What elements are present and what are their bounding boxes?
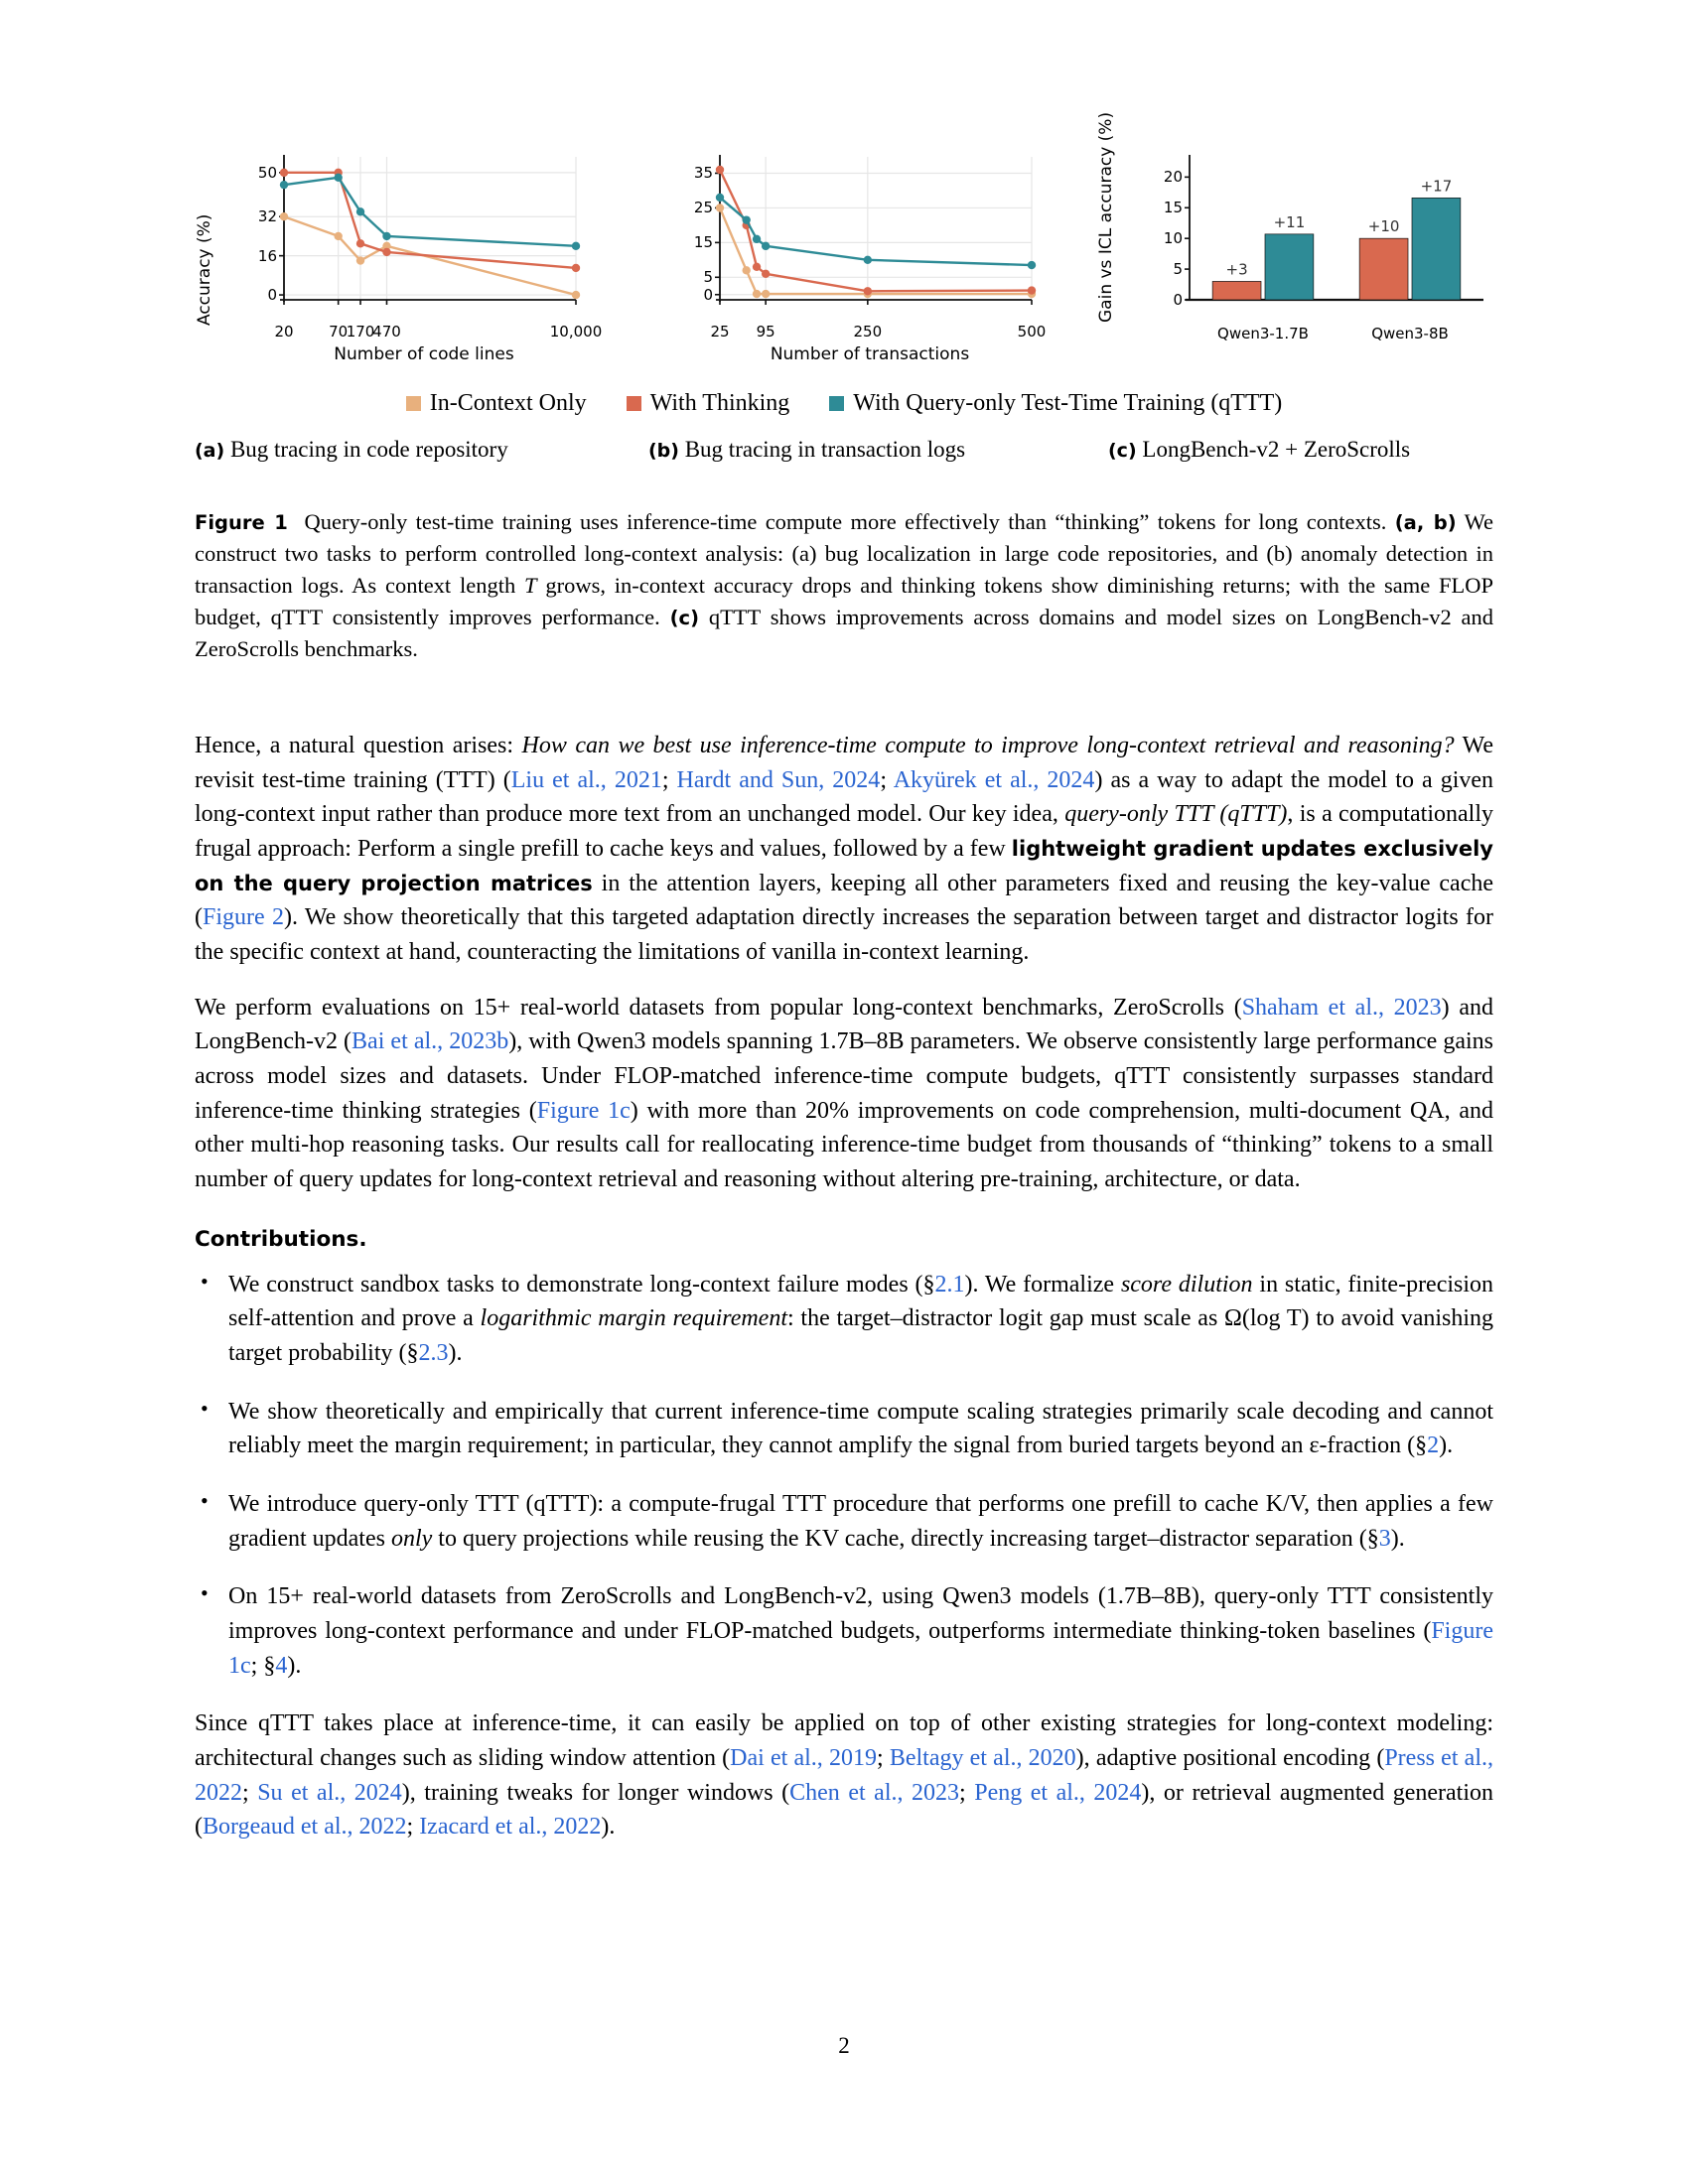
- panel-b-line-chart: [640, 149, 1047, 364]
- panel-b-xticklabels: [702, 321, 1047, 341]
- citation-link[interactable]: Borgeaud et al., 2022: [203, 1814, 407, 1841]
- list-item: [195, 1395, 1493, 1463]
- legend-label: With Thinking: [649, 390, 790, 416]
- ytick-label: 35: [693, 164, 713, 183]
- figure-2-link[interactable]: Figure 2: [203, 904, 285, 931]
- b2-text-a: We show theoretically and empirically that current inference-time compute scaling strategies primarily scale decoding and cannot reliably meet the margin requirement; in particular, they cannot amplify the signal from buried targets beyond an ε-fraction (§: [228, 1398, 1493, 1459]
- figure-caption-s4: qTTT shows improvements across domains and model sizes on LongBench-v2 and ZeroScrolls benchmarks.: [195, 604, 1494, 661]
- citation-link[interactable]: Chen et al., 2023: [789, 1779, 960, 1806]
- p1-text-f: ). We show theoretically that this targeted adaptation directly increases the separation between target and distractor logits for the specific context at hand, counteracting the limitations of vanilla in-context learning.: [195, 904, 1493, 966]
- section-link[interactable]: 2.3: [418, 1340, 449, 1367]
- ytick-label: 10: [1163, 229, 1183, 248]
- figure-subcaptions: [195, 437, 1493, 467]
- xtick-label: Qwen3-8B: [1371, 325, 1449, 342]
- p1-bold-highlight: lightweight gradient updates exclusively on the query projection matrices: [195, 837, 1493, 895]
- panel-c-ylabel: Gain vs ICL accuracy (%): [1096, 111, 1116, 323]
- p2-text-d: ) with more than 20% improvements on code comprehension, multi-document QA, and other multi-hop reasoning tasks. Our results call for reallocating inference-time budget from thousands of “thinking” tokens to a small number of query updates for long-context retrieval and reasoning without altering pre-training, architecture, or data.: [195, 1097, 1493, 1193]
- figure-1c-link[interactable]: Figure 1c: [228, 1618, 1493, 1679]
- p3-text-e: ).: [601, 1814, 616, 1841]
- panel-a-xticklabels: [266, 321, 603, 341]
- p3-sep-1: ;: [876, 1745, 890, 1772]
- xtick-label: 25: [710, 323, 730, 341]
- legend-item-qttt: [829, 390, 1282, 417]
- p2-text-b: ) and LongBench-v2 (: [195, 994, 1493, 1055]
- svg-text:+11: +11: [1273, 212, 1306, 231]
- article-body: [195, 729, 1493, 1865]
- xtick-label: Qwen3-1.7B: [1217, 325, 1309, 342]
- b1-text-a: We construct sandbox tasks to demonstrate long-context failure modes (§: [228, 1271, 935, 1297]
- p1-italic-qttt: query-only TTT (qTTT): [1064, 801, 1288, 828]
- ytick-label: 16: [257, 246, 277, 265]
- b3-text-b: to query projections while reusing the KV cache, directly increasing target–distractor separation (§: [438, 1525, 1379, 1552]
- citation-link[interactable]: Peng et al., 2024: [974, 1779, 1142, 1806]
- panel-a-xlabel: Number of code lines: [334, 344, 514, 364]
- ytick-label: 0: [1173, 291, 1183, 309]
- ytick-label: 50: [257, 163, 277, 182]
- ytick-label: 15: [1163, 199, 1183, 217]
- b3-italic-only: only: [390, 1525, 433, 1552]
- ytick-label: 20: [1163, 168, 1183, 187]
- subcaption-a: [195, 437, 508, 463]
- p3-sep-3: ;: [959, 1779, 975, 1806]
- subcaption-c: [1108, 437, 1410, 463]
- figure-caption-s3: grows, in-context accuracy drops and thinking tokens show diminishing returns; with the same FLOP budget, qTTT consistently improves performance.: [195, 572, 1494, 629]
- figure-caption-s2: We construct two tasks to perform controlled long-context analysis: (a) bug localization in large code repositories, and (b) anomaly detection in transaction logs. As context length: [195, 509, 1494, 598]
- subcaption-b-text: Bug tracing in transaction logs: [684, 437, 966, 462]
- legend-swatch-icon: [406, 396, 421, 411]
- p1-text-a: Hence, a natural question arises:: [195, 733, 514, 758]
- figure-caption-s1: Query-only test-time training uses inference-time compute more effectively than “thinking” tokens for long contexts.: [304, 509, 1387, 534]
- panel-c-plot: [1172, 149, 1489, 316]
- list-item: [195, 1579, 1493, 1683]
- subcaption-c-text: LongBench-v2 + ZeroScrolls: [1142, 437, 1411, 462]
- panel-a-line-chart: [195, 149, 603, 364]
- b3-text-c: ).: [1390, 1525, 1405, 1552]
- p2-text-c: ), with Qwen3 models spanning 1.7B–8B parameters. We observe consistently large performance gains across model sizes and datasets. Under FLOP-matched inference-time compute budgets, qTTT consistently surpasses standard inference-time thinking strategies (: [195, 1028, 1493, 1124]
- figure-caption-label: Figure 1: [195, 511, 288, 534]
- p1-sep-1: ;: [661, 766, 677, 793]
- xtick-label: 10,000: [549, 323, 603, 341]
- subcaption-b-tag: (b): [648, 440, 679, 462]
- b4-text-a: On 15+ real-world datasets from ZeroScrolls and LongBench-v2, using Qwen3 models (1.7B–8B), query-only TTT consistently improves long-context performance and under FLOP-matched budgets, outperforms intermediate thinking-token baselines (: [228, 1583, 1493, 1645]
- ytick-label: 15: [693, 233, 713, 252]
- b1-text-d: : the target–distractor logit gap must scale as Ω(log T) to avoid vanishing target probability (§: [228, 1305, 1494, 1367]
- p3-text-d: ), or retrieval augmented generation (: [195, 1779, 1494, 1841]
- figure-1: [195, 111, 1494, 665]
- b4-text-b: ; §: [250, 1652, 276, 1679]
- panel-a-plot: [266, 149, 582, 316]
- contributions-heading: Contributions.: [195, 1226, 367, 1252]
- citation-link[interactable]: Press et al., 2022: [195, 1745, 1494, 1806]
- xtick-label: 95: [756, 323, 775, 341]
- p1-text-b: We revisit test-time training (TTT) (: [195, 733, 1494, 793]
- panel-b-plot: [702, 149, 1038, 316]
- ytick-label: 32: [257, 207, 277, 226]
- panel-a-ylabel: Accuracy (%): [195, 213, 214, 326]
- p1-text-e: in the attention layers, keeping all other parameters fixed and reusing the key-value cache (: [195, 870, 1493, 931]
- panel-b-xlabel: Number of transactions: [770, 344, 970, 364]
- section-link[interactable]: 2.1: [934, 1271, 965, 1297]
- citation-link[interactable]: Su et al., 2024: [257, 1779, 402, 1806]
- legend-label: With Query-only Test-Time Training (qTTT): [853, 390, 1283, 416]
- legend-label: In-Context Only: [429, 390, 587, 416]
- b1-text-e: ).: [448, 1340, 463, 1367]
- legend-swatch-icon: [829, 396, 844, 411]
- subcaption-c-tag: (c): [1108, 440, 1137, 462]
- figure-caption: [195, 506, 1493, 665]
- list-item: [195, 1268, 1493, 1371]
- p3-text-c: ), training tweaks for longer windows (: [401, 1779, 790, 1806]
- b2-text-b: ).: [1439, 1433, 1454, 1459]
- figure-panels: [195, 111, 1493, 364]
- svg-text:+17: +17: [1420, 177, 1453, 196]
- p1-text-d: , is a computationally frugal approach: Perform a single prefill to cache keys and values, followed by a few: [195, 801, 1494, 863]
- subcaption-a-tag: (a): [195, 440, 225, 462]
- ytick-label: 25: [693, 199, 713, 217]
- citation-link[interactable]: Hardt and Sun, 2024: [676, 766, 881, 793]
- xtick-label: 470: [372, 323, 401, 341]
- citation-link[interactable]: Shaham et al., 2023: [1241, 994, 1442, 1021]
- citation-link[interactable]: Dai et al., 2019: [730, 1745, 877, 1772]
- section-link[interactable]: 4: [275, 1652, 288, 1679]
- citation-link[interactable]: Akyürek et al., 2024: [893, 766, 1095, 793]
- figure-caption-t-var: T: [524, 572, 537, 598]
- p3-text-b: ), adaptive positional encoding (: [1075, 1745, 1385, 1772]
- p1-italic-question: How can we best use inference-time compute to improve long-context retrieval and reasoning?: [521, 733, 1455, 758]
- section-link[interactable]: 3: [1378, 1525, 1391, 1552]
- legend-item-in-context: [406, 390, 587, 417]
- citation-link[interactable]: Izacard et al., 2022: [419, 1814, 602, 1841]
- b1-italic-1: score dilution: [1120, 1271, 1253, 1297]
- figure-caption-b1: (a, b): [1394, 511, 1457, 534]
- xtick-label: 170: [346, 323, 375, 341]
- b1-text-b: ). We formalize: [964, 1271, 1115, 1297]
- b3-text-a: We introduce query-only TTT (qTTT): a compute-frugal TTT procedure that performs one prefill to cache K/V, then applies a few gradient updates: [228, 1491, 1493, 1552]
- p3-text-a: Since qTTT takes place at inference-time, it can easily be applied on top of other existing strategies for long-context modeling: architectural changes such as sliding window attention (: [195, 1710, 1493, 1772]
- ytick-label: 0: [703, 285, 713, 304]
- paragraph-3: [195, 1706, 1493, 1844]
- xtick-label: 250: [853, 323, 883, 341]
- page-number: 2: [838, 2033, 850, 2058]
- panel-c-bar-chart: [1096, 111, 1493, 342]
- xtick-label: 20: [274, 323, 294, 341]
- b4-text-c: ).: [287, 1652, 302, 1679]
- svg-text:+3: +3: [1225, 260, 1248, 279]
- legend-item-thinking: [627, 390, 790, 417]
- citation-link[interactable]: Bai et al., 2023b: [352, 1028, 509, 1055]
- figure-caption-b2: (c): [669, 606, 699, 629]
- list-item: [195, 1487, 1493, 1556]
- citation-link[interactable]: Liu et al., 2021: [510, 766, 662, 793]
- p1-text-c: ) as a way to adapt the model to a given long-context input rather than produce more text from an unchanged model. Our key idea,: [195, 766, 1494, 828]
- xtick-label: 500: [1017, 323, 1047, 341]
- b1-text-c: in static, finite-precision self-attention and prove a: [228, 1271, 1494, 1332]
- xtick-label: 70: [329, 323, 349, 341]
- ytick-label: 5: [1173, 260, 1183, 279]
- figure-legend: [195, 390, 1493, 417]
- citation-link[interactable]: Beltagy et al., 2020: [889, 1745, 1076, 1772]
- contributions-list: [195, 1268, 1493, 1684]
- section-link[interactable]: 2: [1427, 1433, 1440, 1459]
- p3-sep-4: ;: [406, 1814, 420, 1841]
- p3-sep-2: ;: [242, 1779, 258, 1806]
- panel-c-xticklabels: [1172, 321, 1489, 341]
- svg-text:+10: +10: [1367, 217, 1400, 236]
- subcaption-a-text: Bug tracing in code repository: [229, 437, 508, 462]
- p2-text-a: We perform evaluations on 15+ real-world datasets from popular long-context benchmarks, ZeroScrolls (: [195, 994, 1242, 1021]
- p1-sep-2: ;: [880, 766, 894, 793]
- paragraph-2: [195, 991, 1493, 1197]
- subcaption-b: [648, 437, 965, 463]
- b1-italic-2: logarithmic margin requirement: [480, 1305, 787, 1332]
- ytick-label: 0: [267, 286, 277, 305]
- legend-swatch-icon: [627, 396, 641, 411]
- ytick-label: 5: [703, 268, 713, 287]
- paragraph-1: [195, 729, 1493, 970]
- figure-1c-link[interactable]: Figure 1c: [536, 1097, 631, 1124]
